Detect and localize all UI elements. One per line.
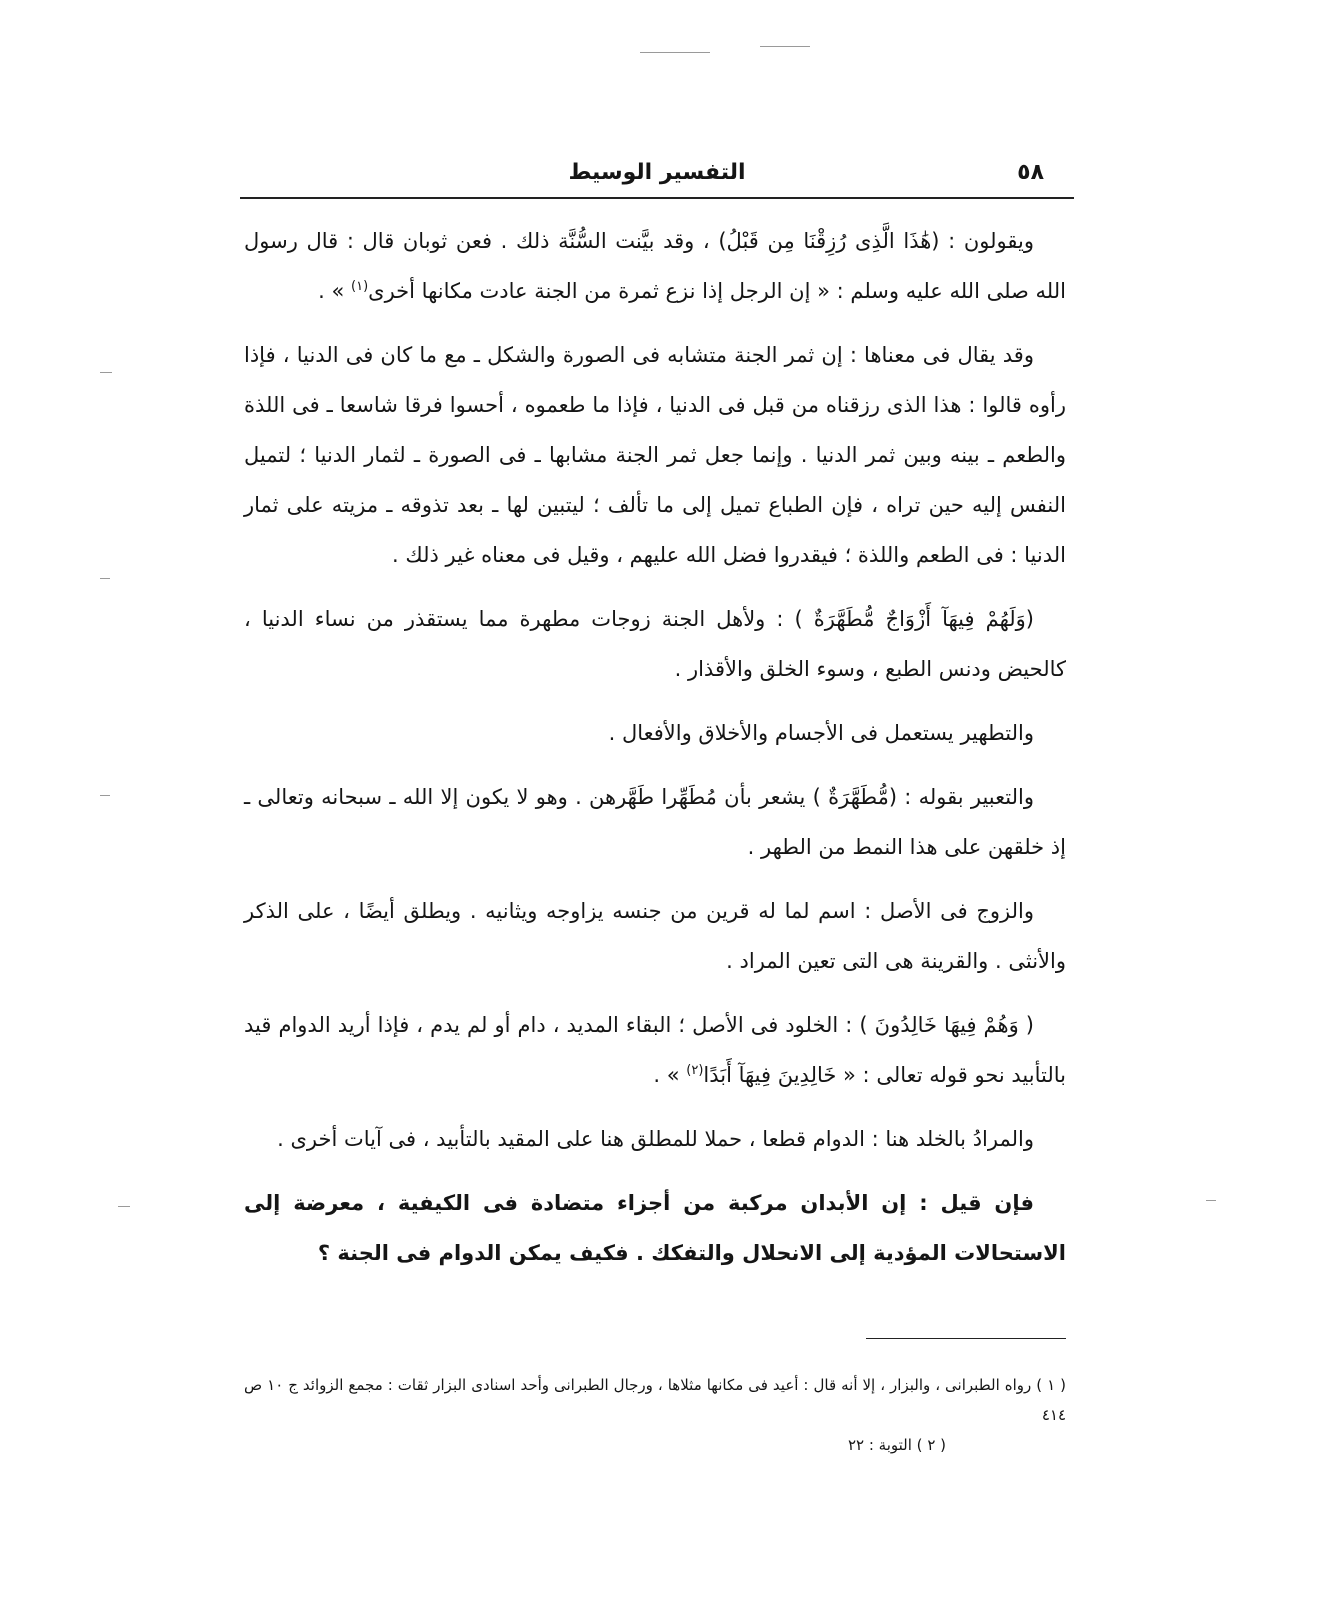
paragraph-7-text: ( وَهُمْ فِيهَا خَالِدُونَ ) : الخلود فى الأصل ؛ البقاء المديد ، دام أو لم يدم ، فإذا أريد الدوام قيد بالتأبيد نحو قوله تعالى : « خَالِدِينَ فِيهَآ أَبَدًا: [244, 1013, 1066, 1087]
body-text: [244, 216, 1066, 1292]
footnote-1: ( ١ ) رواه الطبرانى ، والبزار ، إلا أنه قال : أعيد فى مكانها مثلاها ، ورجال الطبرانى وأحد اسنادى البزار ثقات : مجمع الزوائد ج ١٠ ص ٤١٤: [244, 1376, 1067, 1424]
footnotes: [244, 1370, 1066, 1460]
page-number: ٥٨: [1017, 160, 1044, 185]
paragraph-2: وقد يقال فى معناها : إن ثمر الجنة متشابه فى الصورة والشكل ـ مع ما كان فى الدنيا ، فإذا رأوه قالوا : هذا الذى رزقناه من قبل فى الدنيا ، فإذا ما طعموه ، أحسوا فرقا شاسعا ـ فى اللذة والطعم ـ بينه وبين ثمر الدنيا . وإنما جعل ثمر الجنة مشابها ـ فى الصورة ـ لثمار الدنيا ؛ لتميل النفس إليه حين تراه ، فإن الطباع تميل إلى ما تألف ؛ ليتبين لها ـ بعد تذوقه ـ مزيته على ثمار الدنيا : فى الطعم واللذة ؛ فيقدروا فضل الله عليهم ، وقيل فى معناه غير ذلك .: [244, 343, 1066, 567]
footnote-marker-1: (١): [351, 279, 369, 294]
scan-speck: [640, 52, 710, 53]
scan-speck: [100, 795, 110, 796]
footnote-rule: [866, 1338, 1066, 1339]
paragraph-6: والزوج فى الأصل : اسم لما له قرين من جنسه يزاوجه ويثانيه . ويطلق أيضًا ، على الذكر والأنثى . والقرينة هى التى تعين المراد .: [244, 899, 1066, 973]
paragraph-1: [244, 216, 1066, 316]
footnote-2-text: ( ٢ ) التوبة : ٢٢: [847, 1436, 946, 1454]
scan-speck: [760, 46, 810, 47]
paragraph-1-ending: » .: [318, 279, 345, 303]
scan-speck: [100, 578, 110, 579]
running-title: التفسير الوسيط: [568, 160, 746, 185]
paragraph-5: والتعبير بقوله : (مُّطَهَّرَةٌ ) يشعر بأن مُطَهِّرا طَهَّرهن . وهو لا يكون إلا الله ـ سبحانه وتعالى ـ إذ خلقهن على هذا النمط من الطهر .: [244, 785, 1066, 859]
scan-speck: [1206, 1200, 1216, 1201]
header-rule: [240, 197, 1074, 199]
footnote-marker-2: (٢): [686, 1063, 704, 1078]
paragraph-7-ending: » .: [653, 1063, 680, 1087]
paragraph-1-text: ويقولون : (هَٰذَا الَّذِى رُزِقْنَا مِن قَبْلُ) ، وقد بيَّنت السُّنَّة ذلك . فعن ثوبان قال : قال رسول الله صلى الله عليه وسلم : « إن الرجل إذا نزع ثمرة من الجنة عادت مكانها أخرى: [244, 229, 1066, 303]
scan-speck: [100, 372, 112, 373]
paragraph-4: والتطهير يستعمل فى الأجسام والأخلاق والأفعال .: [608, 721, 1034, 745]
paragraph-7: [244, 1000, 1066, 1100]
scan-speck: [118, 1206, 130, 1207]
paragraph-8: والمرادُ بالخلد هنا : الدوام قطعا ، حملا للمطلق هنا على المقيد بالتأبيد ، فى آيات أخرى .: [277, 1127, 1034, 1151]
paragraph-3: (وَلَهُمْ فِيهَآ أَزْوَاجٌ مُّطَهَّرَةٌ ) : ولأهل الجنة زوجات مطهرة مما يستقذر من نساء الدنيا ، كالحيض ودنس الطبع ، وسوء الخلق والأقذار .: [244, 607, 1066, 681]
page-header: [240, 158, 1074, 198]
paragraph-9: فإن قيل : إن الأبدان مركبة من أجزاء متضادة فى الكيفية ، معرضة إلى الاستحالات المؤدية إلى الانحلال والتفكك . فكيف يمكن الدوام فى الجنة ؟: [244, 1191, 1066, 1265]
footnote-2: [244, 1430, 1066, 1460]
